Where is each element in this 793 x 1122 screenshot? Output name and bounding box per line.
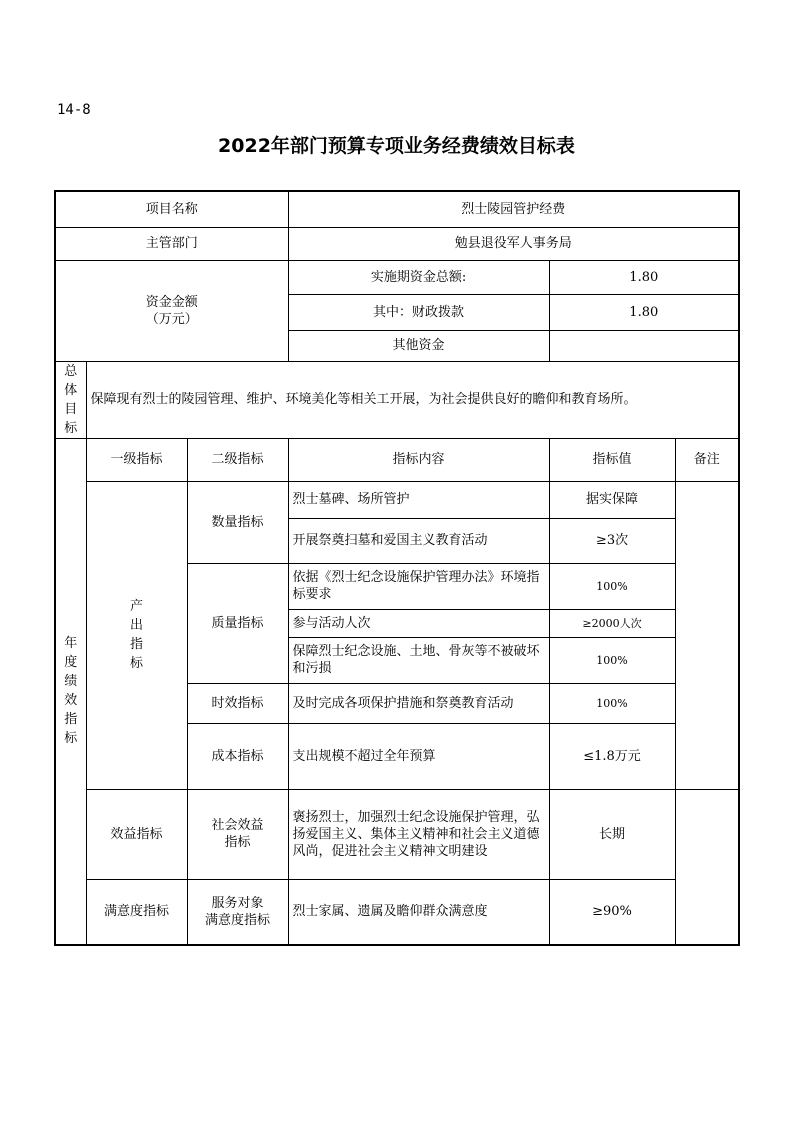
indicator-content: 保障烈士纪念设施、土地、骨灰等不被破坏和污损 — [288, 637, 549, 683]
overall-goal-label — [55, 361, 86, 438]
fund-total-label: 实施期资金总额: — [288, 260, 549, 294]
indicator-value: ≥2000人次 — [549, 609, 675, 637]
fund-amount-label-line2: （万元） — [145, 311, 198, 327]
table-row — [55, 481, 739, 518]
output-indicator-label — [86, 481, 187, 789]
indicator-content: 开展祭奠扫墓和爱国主义教育活动 — [288, 518, 549, 563]
fund-amount-label-line1: 资金金额 — [145, 294, 198, 310]
annual-label-char: 标 — [64, 731, 78, 747]
indicator-value: 长期 — [549, 789, 675, 879]
indicator-content: 支出规模不超过全年预算 — [288, 723, 549, 789]
annual-label-char: 年 — [64, 636, 78, 652]
fund-total-value: 1.80 — [549, 260, 739, 294]
indicator-content: 褒扬烈士，加强烈士纪念设施保护管理，弘扬爱国主义、集体主义精神和社会主义道德风尚，促进社会主义精神文明建设 — [288, 789, 549, 879]
table-row — [55, 879, 739, 945]
overall-goal-label-char: 总 — [64, 363, 78, 379]
indicator-content: 烈士墓碑、场所管护 — [288, 481, 549, 518]
annual-header-row — [55, 438, 739, 481]
service-satisfaction-label-line2: 满意度指标 — [205, 912, 271, 928]
table-row — [55, 789, 739, 879]
service-satisfaction-label-line1: 服务对象 — [211, 895, 264, 911]
annual-label — [55, 438, 86, 945]
overall-goal-label-char: 标 — [64, 420, 78, 436]
social-benefit-label — [187, 789, 288, 879]
output-label-char: 指 — [129, 637, 143, 652]
indicator-content: 烈士家属、遗属及瞻仰群众满意度 — [288, 879, 549, 945]
indicator-value: 100% — [549, 563, 675, 609]
annual-label-char: 度 — [64, 655, 78, 671]
project-name-value: 烈士陵园管护经费 — [288, 191, 739, 227]
department-value: 勉县退役军人事务局 — [288, 227, 739, 260]
fund-other-value — [549, 330, 739, 361]
indicator-content: 及时完成各项保护措施和祭奠教育活动 — [288, 683, 549, 723]
indicator-value: 100% — [549, 683, 675, 723]
header-value: 指标值 — [549, 438, 675, 481]
annual-label-char: 指 — [64, 712, 78, 728]
cost-indicator-label: 成本指标 — [187, 723, 288, 789]
remark-cell — [675, 481, 739, 789]
department-label: 主管部门 — [55, 227, 288, 260]
satisfaction-indicator-label: 满意度指标 — [86, 879, 187, 945]
annual-label-char: 绩 — [64, 674, 78, 690]
annual-label-char: 效 — [64, 693, 78, 709]
overall-goal-text: 保障现有烈士的陵园管理、维护、环境美化等相关工开展，为社会提供良好的瞻仰和教育场所。 — [86, 361, 739, 438]
indicator-content: 依据《烈士纪念设施保护管理办法》环境指标要求 — [288, 563, 549, 609]
social-benefit-label-line2: 指标 — [224, 835, 251, 850]
fund-total-row — [55, 260, 739, 294]
service-satisfaction-label — [187, 879, 288, 945]
overall-goal-label-char: 目 — [64, 401, 78, 417]
quantity-indicator-label: 数量指标 — [187, 481, 288, 563]
indicator-value: ≥3次 — [549, 518, 675, 563]
header-level2: 二级指标 — [187, 438, 288, 481]
output-label-char: 出 — [129, 618, 143, 633]
project-name-label: 项目名称 — [55, 191, 288, 227]
department-row — [55, 227, 739, 260]
project-name-row — [55, 191, 739, 227]
indicator-value: ≥90% — [549, 879, 675, 945]
output-label-char: 标 — [129, 656, 143, 671]
remark-cell — [675, 789, 739, 945]
quality-indicator-label: 质量指标 — [187, 563, 288, 683]
overall-goal-row — [55, 361, 739, 438]
fund-other-label: 其他资金 — [288, 330, 549, 361]
header-remark: 备注 — [675, 438, 739, 481]
header-level1: 一级指标 — [86, 438, 187, 481]
fund-fiscal-value: 1.80 — [549, 294, 739, 330]
fund-amount-label — [55, 260, 288, 361]
indicator-value: ≤1.8万元 — [549, 723, 675, 789]
timeliness-indicator-label: 时效指标 — [187, 683, 288, 723]
fund-fiscal-label: 其中：财政拨款 — [288, 294, 549, 330]
indicator-value: 据实保障 — [549, 481, 675, 518]
output-label-char: 产 — [129, 599, 143, 614]
social-benefit-label-line1: 社会效益 — [211, 818, 264, 833]
indicator-value: 100% — [549, 637, 675, 683]
benefit-indicator-label: 效益指标 — [86, 789, 187, 879]
performance-table — [54, 190, 740, 946]
document-code: 14-8 — [57, 102, 91, 118]
document-title: 2022年部门预算专项业务经费绩效目标表 — [218, 135, 575, 157]
overall-goal-label-char: 体 — [64, 382, 78, 398]
header-content: 指标内容 — [288, 438, 549, 481]
indicator-content: 参与活动人次 — [288, 609, 549, 637]
